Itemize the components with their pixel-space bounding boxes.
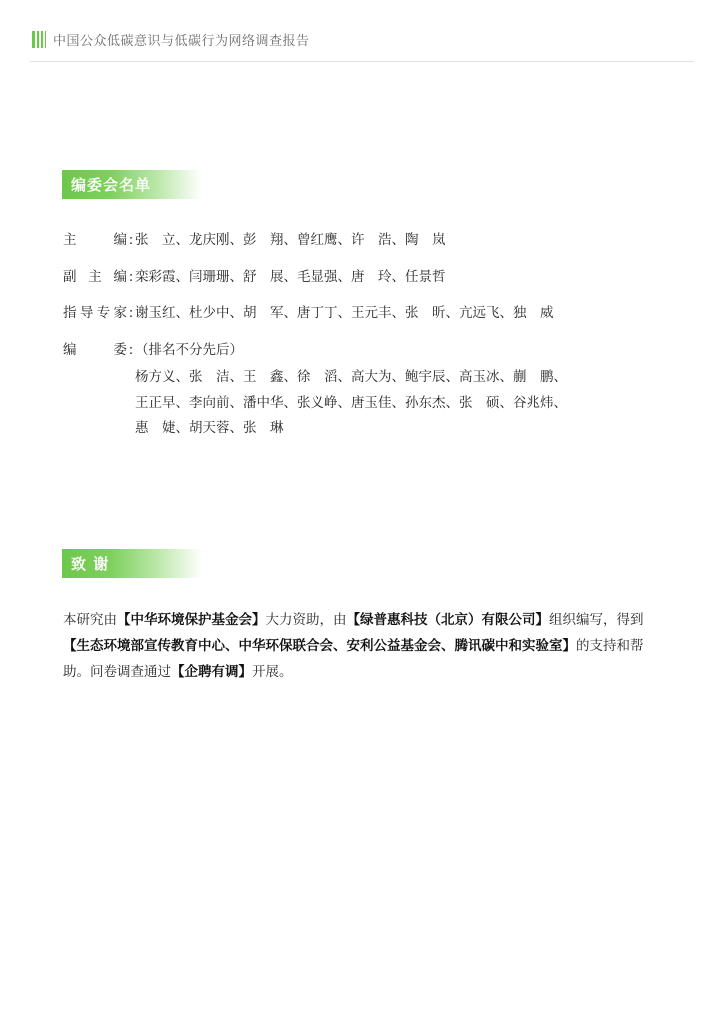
advisors-row xyxy=(63,302,663,324)
members-line: 杨方义、张 洁、王 鑫、徐 滔、高大为、鲍宇辰、高玉冰、蒯 鹏、 xyxy=(135,369,567,385)
ack-text: 本研究由 xyxy=(63,612,117,628)
header-divider xyxy=(30,61,694,62)
ack-organization: 【生态环境部宣传教育中心、中华环保联合会、安利公益基金会、腾讯碳中和实验室】 xyxy=(63,638,576,654)
role-char: 家 xyxy=(113,305,127,321)
colon: : xyxy=(128,232,134,248)
role-char: 主 xyxy=(88,268,102,285)
ack-organization: 【中华环境保护基金会】 xyxy=(117,612,266,628)
role-char: 委 xyxy=(113,341,127,358)
ack-organization: 【绿普惠科技（北京）有限公司】 xyxy=(346,612,549,628)
page-header xyxy=(32,30,310,48)
chief-editor-row xyxy=(63,229,663,251)
role-char: 指 xyxy=(63,305,77,321)
members-line: 王正早、李向前、潘中华、张义峥、唐玉佳、孙东杰、张 硕、谷兆炜、 xyxy=(135,394,567,411)
advisors-names: 谢玉红、杜少中、胡 军、唐丁丁、王元丰、张 昕、亢远飞、独 威 xyxy=(135,305,554,321)
acknowledgement-paragraph xyxy=(63,607,663,685)
ack-text: 开展。 xyxy=(252,664,293,680)
role-char: 主 xyxy=(63,232,77,248)
colon: : xyxy=(128,305,134,321)
ack-text: 大力资助，由 xyxy=(265,612,347,628)
report-title: 中国公众低碳意识与低碳行为网络调查报告 xyxy=(53,33,310,49)
editorial-board-heading: 编委会名单 xyxy=(62,170,202,199)
ack-text: 组织编写，得到 xyxy=(549,612,644,628)
ack-text: 的支持和帮助。问卷调查通过 xyxy=(63,638,644,680)
chief-editor-names: 张 立、龙庆刚、彭 翔、曾红鹰、许 浩、陶 岚 xyxy=(135,232,446,248)
deputy-editor-names: 栾彩霞、闫珊珊、舒 展、毛显强、唐 玲、任景哲 xyxy=(135,268,446,285)
role-char: 编 xyxy=(63,341,77,358)
acknowledgement-heading: 致 谢 xyxy=(62,549,202,578)
role-char: 副 xyxy=(63,268,77,285)
role-char: 导 xyxy=(79,305,94,321)
role-label xyxy=(63,266,135,288)
editorial-board-list xyxy=(63,229,663,442)
barcode-logo-icon xyxy=(32,31,46,48)
role-label xyxy=(63,302,135,324)
colon: : xyxy=(128,268,134,285)
role-label xyxy=(63,229,135,251)
ack-organization: 【企聘有调】 xyxy=(171,664,252,680)
role-char: 编 xyxy=(113,268,127,285)
members-row xyxy=(63,339,663,361)
colon: : xyxy=(128,341,134,358)
members-names xyxy=(135,365,663,442)
deputy-editor-row xyxy=(63,266,663,288)
role-char: 专 xyxy=(96,305,111,321)
role-label xyxy=(63,339,135,361)
members-line: 惠 婕、胡天蓉、张 琳 xyxy=(135,420,284,436)
role-char: 编 xyxy=(113,232,127,248)
members-note: （排名不分先后） xyxy=(135,341,243,358)
